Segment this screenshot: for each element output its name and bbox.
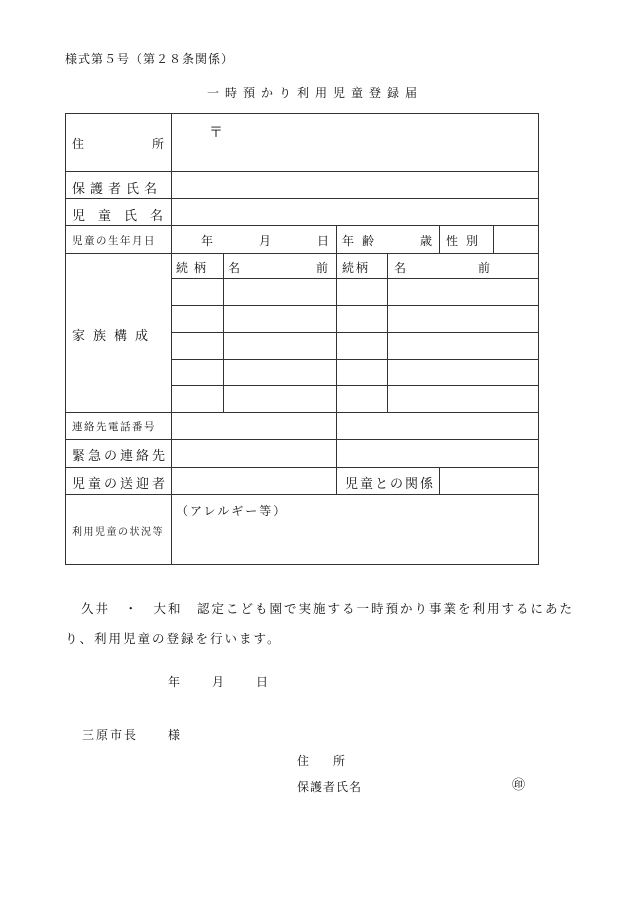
- age-label: 年齢: [342, 234, 383, 248]
- birth-month-unit: 月: [259, 234, 272, 248]
- addressee-honorific: 様: [168, 728, 181, 742]
- page-title: 一時預かり利用児童登録届: [206, 86, 423, 100]
- row-divider: [66, 467, 538, 468]
- registration-table: [65, 113, 539, 565]
- row-divider: [66, 253, 538, 254]
- guardian-name-label: 保護者氏名: [72, 182, 163, 197]
- row-divider: [171, 305, 538, 306]
- row-divider: [66, 198, 538, 199]
- form-number: 様式第５号（第２８条関係）: [65, 52, 235, 66]
- addressee-mayor: 三原市長: [82, 728, 139, 742]
- pickup-label: 児童の送迎者: [72, 477, 169, 492]
- row-divider: [66, 439, 538, 440]
- date-year: 年: [168, 675, 181, 689]
- family-col-relation-2: 続柄: [342, 261, 371, 275]
- signature-address-label: 住 所: [297, 754, 346, 768]
- col-divider: [223, 253, 224, 412]
- status-note: （アレルギー等）: [176, 504, 288, 518]
- family-col-name-1: 名 前: [228, 261, 328, 275]
- col-divider: [439, 225, 440, 253]
- row-divider: [171, 385, 538, 386]
- address-label: 住 所: [72, 137, 164, 151]
- col-divider: [336, 253, 337, 494]
- emergency-label: 緊急の連絡先: [72, 449, 169, 464]
- postal-mark: 〒: [209, 125, 223, 141]
- statement-line-2: り、利用児童の登録を行います。: [65, 631, 282, 646]
- family-col-relation-1: 続柄: [176, 261, 213, 275]
- row-divider: [66, 412, 538, 413]
- col-divider: [493, 225, 494, 253]
- birth-day-unit: 日: [317, 234, 330, 248]
- statement-line-1: 久井 ・ 大和 認定こども園で実施する一時預かり事業を利用するにあた: [81, 601, 575, 616]
- birthdate-label: 児童の生年月日: [72, 235, 156, 247]
- col-divider: [336, 225, 337, 253]
- statement: [65, 594, 585, 654]
- col-divider: [171, 114, 172, 564]
- date-month: 月: [212, 675, 225, 689]
- family-col-name-2: 名 前: [394, 261, 490, 275]
- family-label: 家族構成: [72, 329, 157, 344]
- seal-mark: ㊞: [512, 778, 526, 793]
- relation-label: 児童との関係: [345, 477, 436, 492]
- gender-label: 性別: [446, 234, 487, 248]
- row-divider: [66, 494, 538, 495]
- child-name-label: 児童氏名: [72, 209, 177, 224]
- col-divider: [439, 467, 440, 494]
- row-divider: [171, 359, 538, 360]
- signature-guardian-label: 保護者氏名: [297, 780, 363, 794]
- phone-label: 連絡先電話番号: [72, 421, 156, 433]
- row-divider: [66, 171, 538, 172]
- col-divider: [387, 253, 388, 412]
- row-divider: [171, 332, 538, 333]
- row-divider: [171, 278, 538, 279]
- age-unit: 歳: [420, 234, 433, 248]
- status-label: 利用児童の状況等: [72, 527, 164, 538]
- birth-year-unit: 年: [201, 234, 214, 248]
- row-divider: [66, 225, 538, 226]
- date-day: 日: [256, 675, 269, 689]
